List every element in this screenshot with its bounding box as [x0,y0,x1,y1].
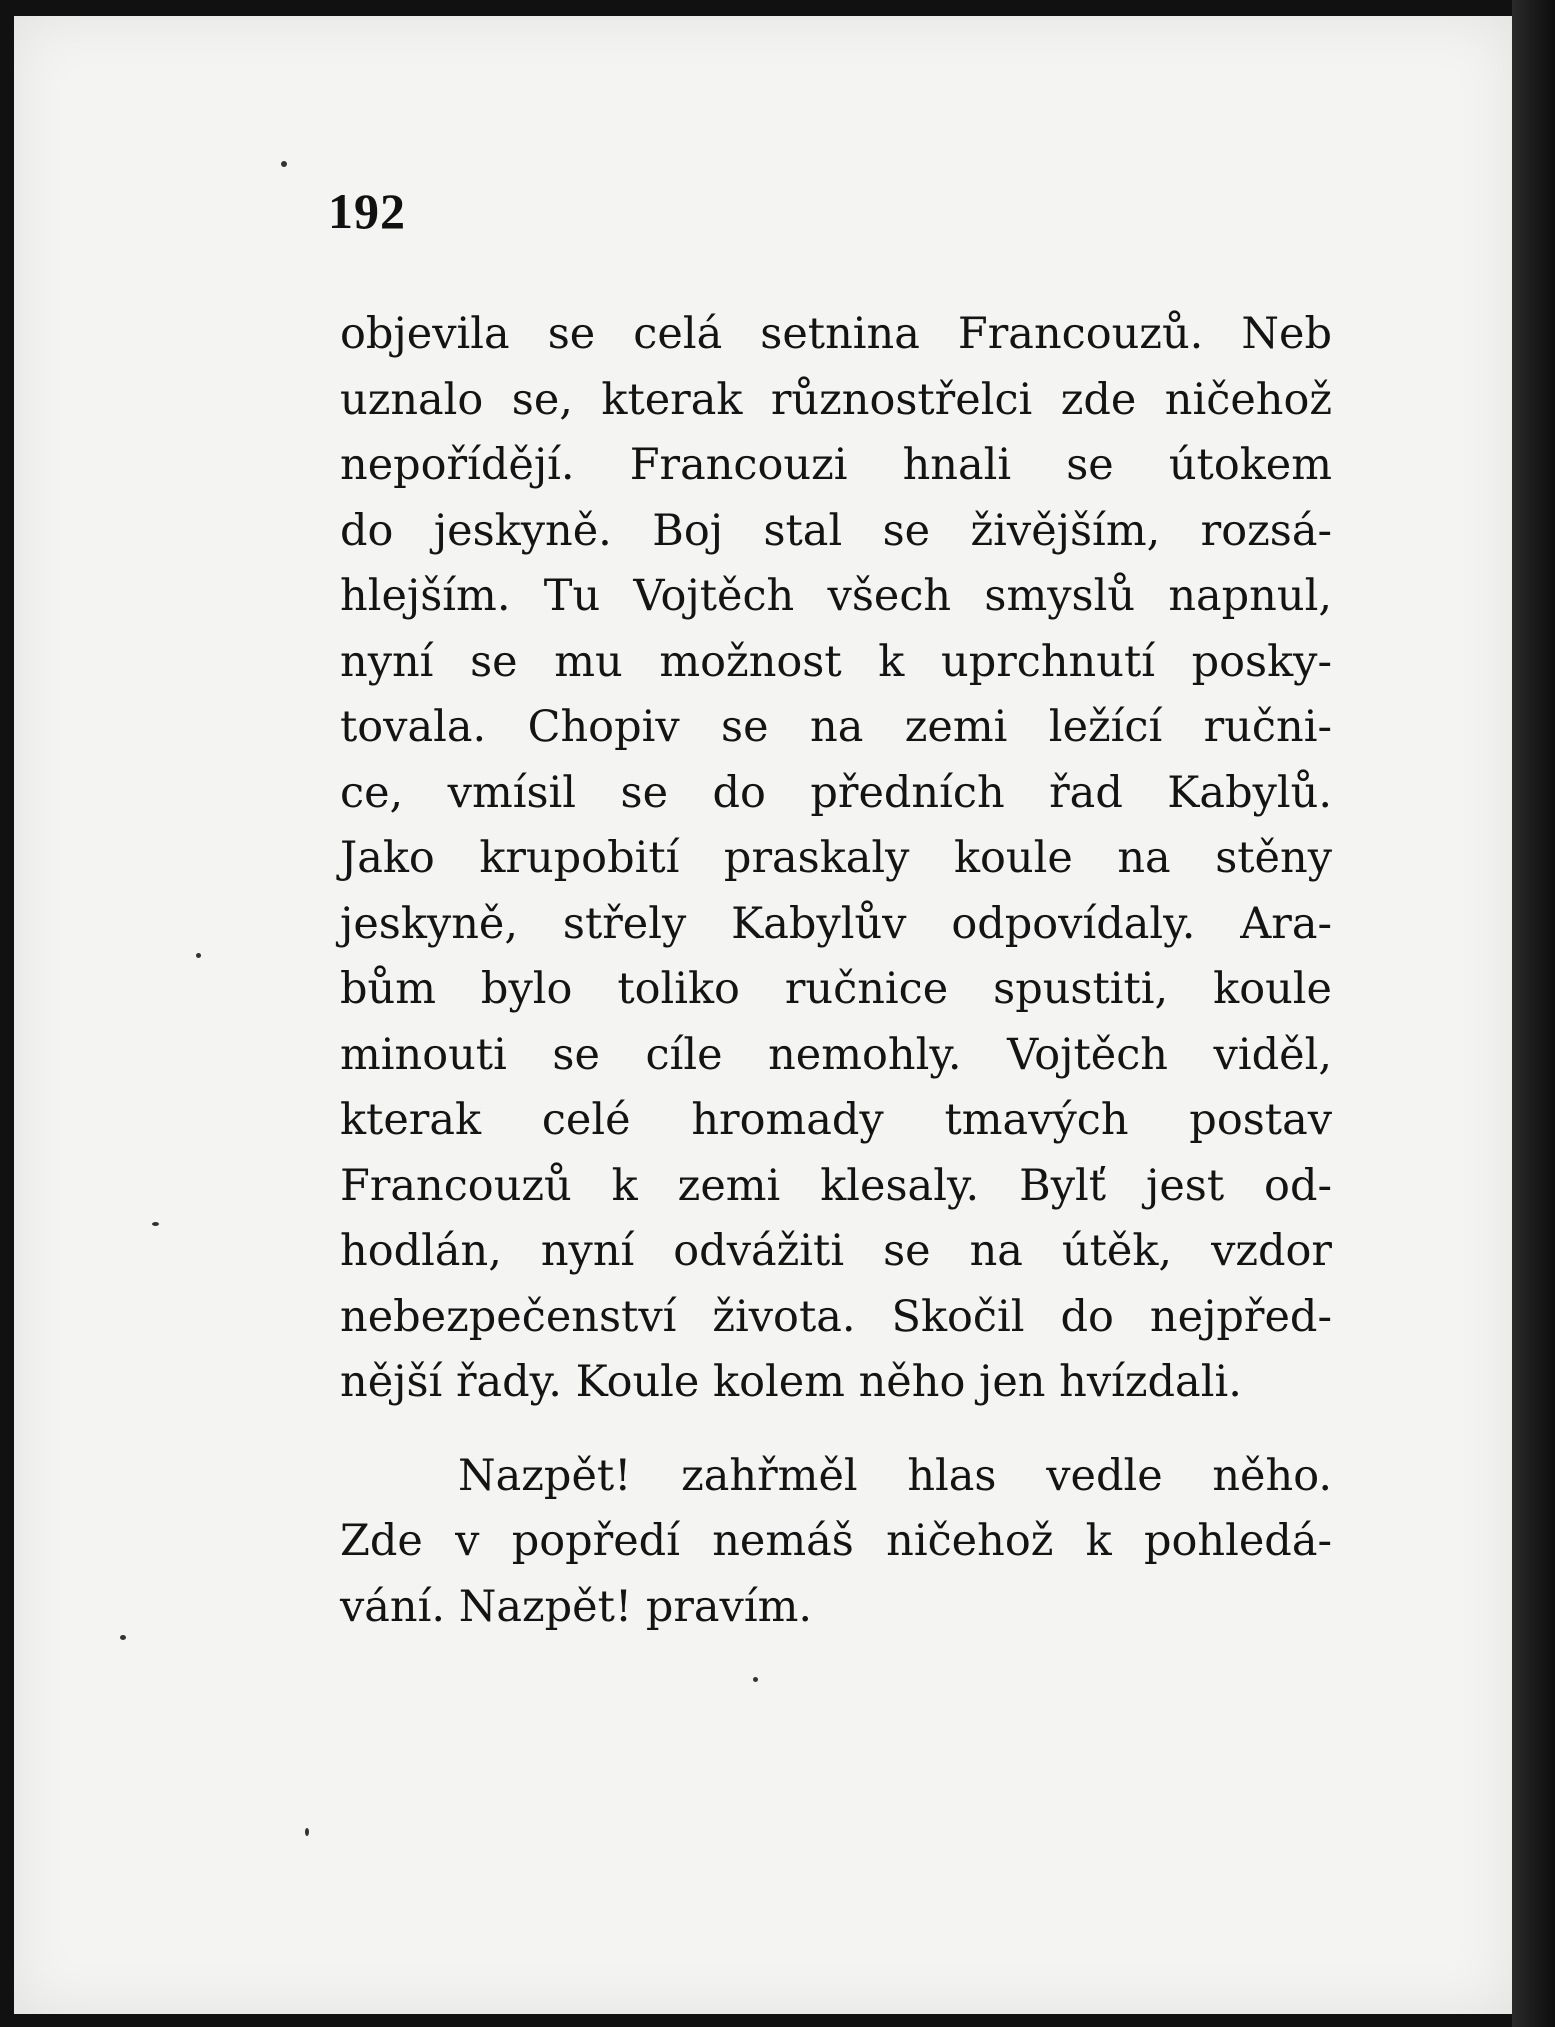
page-number: 192 [328,183,406,239]
text-line: Francouzů k zemi klesaly. Bylť jest od- [340,1160,1332,1211]
scan-speck [152,1222,159,1226]
text-line: kterak celé hromady tmavých postav [340,1095,1332,1145]
text-line: vání. Nazpět! pravím. [340,1581,813,1632]
text-line: hlejším. Tu Vojtěch všech smyslů napnul, [340,571,1332,621]
page-edge [1512,0,1555,2027]
text-line: hodlán, nyní odvážiti se na útěk, vzdor [340,1226,1332,1276]
text-line: Jako krupobití praskaly koule na stěny [340,833,1332,883]
text-line: ce, vmísil se do předních řad Kabylů. [340,767,1332,818]
paragraph-1 [340,302,1332,1416]
text-line: Zde v popředí nemáš ničehož k pohledá- [340,1516,1332,1566]
body-text [340,302,1332,1640]
text-line: nější řady. Koule kolem něho jen hvízdali. [340,1357,1242,1407]
scan-speck [196,953,201,958]
scan-speck [120,1635,126,1640]
text-line: nepořídějí. Francouzi hnali se útokem [340,440,1332,490]
text-line: jeskyně, střely Kabylův odpovídaly. Ara- [340,898,1332,949]
text-line: nebezpečenství života. Skočil do nejpřed- [340,1291,1332,1342]
text-line: nyní se mu možnost k uprchnutí posky- [340,636,1332,687]
text-line: minouti se cíle nemohly. Vojtěch viděl, [340,1029,1332,1080]
text-line: do jeskyně. Boj stal se živějším, rozsá- [340,505,1332,556]
scan-speck [305,1828,309,1836]
text-line: objevila se celá setnina Francouzů. Neb [340,309,1332,359]
paragraph-2 [340,1444,1332,1641]
text-line: Nazpět! zahřměl hlas vedle něho. [458,1450,1332,1501]
text-line: tovala. Chopiv se na zemi ležící ručni- [340,702,1332,752]
scan-speck [281,161,287,167]
scan-speck [753,1677,758,1682]
paragraph-gap [340,1416,1332,1444]
text-line: uznalo se, kterak různostřelci zde ničehož [340,374,1332,425]
text-line: bům bylo toliko ručnice spustiti, koule [340,964,1332,1014]
